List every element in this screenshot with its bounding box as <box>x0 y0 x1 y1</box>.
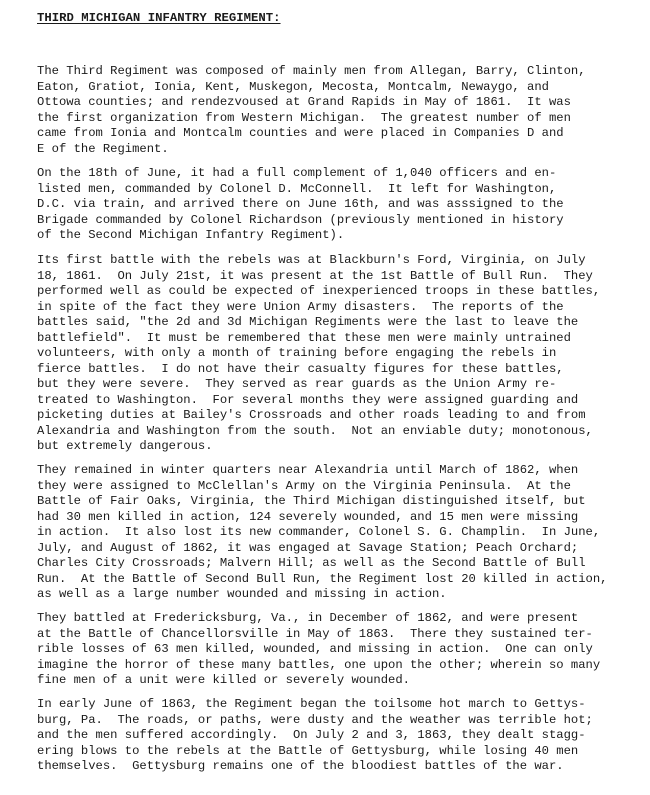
text-line: 18, 1861. On July 21st, it was present at the 1st Battle of Bull Run. They <box>37 268 593 283</box>
text-line: In early June of 1863, the Regiment began the toilsome hot march to Gettys- <box>37 697 586 711</box>
text-line: burg, Pa. The roads, or paths, were dusty and the weather was terrible hot; <box>37 712 593 727</box>
text-line: and the men suffered accordingly. On July 2 and 3, 1863, they dealt stagg- <box>37 728 586 742</box>
text-line: Eaton, Gratiot, Ionia, Kent, Muskegon, Mecosta, Montcalm, Newaygo, and <box>37 79 549 94</box>
text-line: They battled at Fredericksburg, Va., in December of 1862, and were present <box>37 611 579 625</box>
text-line: Alexandria and Washington from the south. Not an enviable duty; monotonous, <box>37 423 593 438</box>
text-line: fierce battles. I do not have their casualty figures for these battles, <box>37 361 564 376</box>
text-line: rible losses of 63 men killed, wounded, and missing in action. One can only <box>37 642 593 656</box>
text-line: performed well as could be expected of inexperienced troops in these battles, <box>37 284 601 298</box>
text-line: On the 18th of June, it had a full complement of 1,040 officers and en- <box>37 166 557 180</box>
text-line: had 30 men killed in action, 124 severely wounded, and 15 men were missing <box>37 509 579 524</box>
text-line: D.C. via train, and arrived there on June 16th, and was asssigned to the <box>37 197 564 211</box>
text-line: imagine the horror of these many battles, one upon the other; wherein so many <box>37 657 601 672</box>
text-line: they were assigned to McClellan's Army on the Virginia Peninsula. At the <box>37 478 571 493</box>
text-line: volunteers, with only a month of training before engaging the rebels in <box>37 346 557 360</box>
paragraph-fredericksburg <box>37 611 600 689</box>
text-line: ering blows to the rebels at the Battle of Gettysburg, while losing 40 men <box>37 743 579 758</box>
text-line: but they were severe. They served as rear guards as the Union Army re- <box>37 377 557 391</box>
paragraph-gettysburg <box>37 697 593 775</box>
text-line: Ottowa counties; and rendezvoused at Grand Rapids in May of 1861. It was <box>37 95 571 109</box>
text-line: Battle of Fair Oaks, Virginia, the Third Michigan distinguished itself, but <box>37 494 586 508</box>
text-line: in action. It also lost its new commander, Colonel S. G. Champlin. In June, <box>37 525 601 539</box>
text-line: of the Second Michigan Infantry Regiment). <box>37 228 345 242</box>
text-line: but extremely dangerous. <box>37 439 213 453</box>
text-line: Charles City Crossroads; Malvern Hill; as well as the Second Battle of Bull <box>37 556 586 570</box>
text-line: treated to Washington. For several months they were assigned guarding and <box>37 392 579 407</box>
text-line: at the Battle of Chancellorsville in May of 1863. There they sustained ter- <box>37 626 593 641</box>
document-title: THIRD MICHIGAN INFANTRY REGIMENT: <box>37 11 281 25</box>
text-line: Brigade commanded by Colonel Richardson (previously mentioned in history <box>37 212 564 227</box>
text-line: battles said, "the 2d and 3d Michigan Regiments were the last to leave the <box>37 315 579 329</box>
text-line: came from Ionia and Montcalm counties and were placed in Companies D and <box>37 126 564 140</box>
text-line: battlefield". It must be remembered that these men were mainly untrained <box>37 330 571 345</box>
text-line: picketing duties at Bailey's Crossroads and other roads leading to and from <box>37 408 586 422</box>
text-line: themselves. Gettysburg remains one of the bloodiest battles of the war. <box>37 759 564 773</box>
paragraph-washington <box>37 166 564 244</box>
paragraph-first-battle <box>37 253 600 455</box>
text-line: July, and August of 1862, it was engaged at Savage Station; Peach Orchard; <box>37 540 579 555</box>
text-line: Run. At the Battle of Second Bull Run, the Regiment lost 20 killed in action, <box>37 571 608 586</box>
text-line: the first organization from Western Michigan. The greatest number of men <box>37 110 571 125</box>
paragraph-regiment-origin <box>37 64 586 157</box>
paragraph-peninsula <box>37 463 607 603</box>
text-line: The Third Regiment was composed of mainly men from Allegan, Barry, Clinton, <box>37 64 586 78</box>
text-line: in spite of the fact they were Union Army disasters. The reports of the <box>37 299 564 314</box>
text-line: They remained in winter quarters near Alexandria until March of 1862, when <box>37 463 579 477</box>
text-line: listed men, commanded by Colonel D. McConnell. It left for Washington, <box>37 181 557 196</box>
text-line: Its first battle with the rebels was at Blackburn's Ford, Virginia, on July <box>37 253 586 267</box>
text-line: E of the Regiment. <box>37 141 169 156</box>
text-line: fine men of a unit were killed or severely wounded. <box>37 673 410 687</box>
text-line: as well as a large number wounded and missing in action. <box>37 587 447 601</box>
